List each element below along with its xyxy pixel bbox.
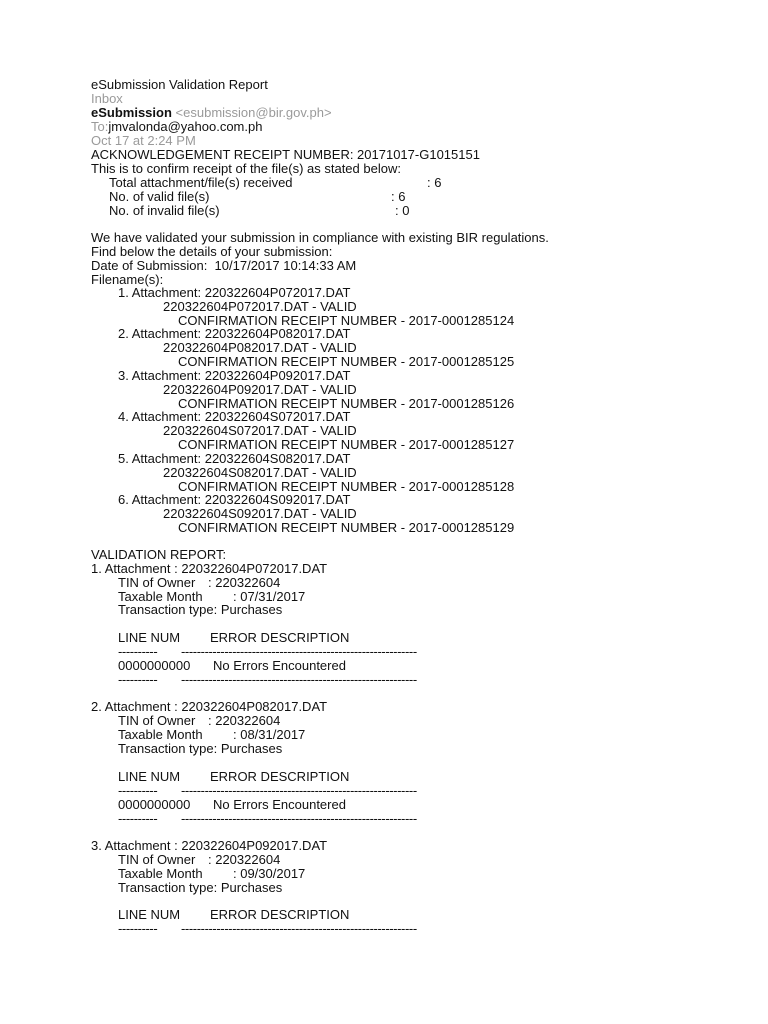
file-receipt: CONFIRMATION RECEIPT NUMBER - 2017-0001285125 [178, 354, 515, 369]
sender-name[interactable]: eSubmission [91, 105, 172, 120]
summary-valid: No. of valid file(s) : 6 [109, 189, 406, 204]
file-attachment: 3. Attachment: 220322604P092017.DAT [118, 368, 351, 383]
sender-line [91, 106, 332, 120]
recipient-address[interactable]: jmvalonda@yahoo.com.ph [108, 119, 263, 134]
file-valid: 220322604S072017.DAT - VALID [163, 423, 357, 438]
report-column-headers: LINE NUM ERROR DESCRIPTION [118, 630, 350, 645]
to-label: To: [91, 119, 109, 134]
report-attachment: 3. Attachment : 220322604P092017.DAT [91, 838, 328, 853]
validated-line: We have validated your submission in compliance with existing BIR regulations. [91, 230, 549, 245]
file-attachment: 4. Attachment: 220322604S072017.DAT [118, 409, 351, 424]
report-tin: TIN of Owner : 220322604 [118, 575, 281, 590]
confirm-line: This is to confirm receipt of the file(s) as stated below: [91, 161, 401, 176]
submission-date: Date of Submission: 10/17/2017 10:14:33 AM [91, 258, 357, 273]
folder-link[interactable]: Inbox [91, 91, 123, 106]
email-date: Oct 17 at 2:24 PM [91, 133, 196, 148]
filenames-label: Filename(s): [91, 272, 164, 287]
report-type: Transaction type: Purchases [118, 602, 283, 617]
file-receipt: CONFIRMATION RECEIPT NUMBER - 2017-0001285124 [178, 313, 515, 328]
file-attachment: 1. Attachment: 220322604P072017.DAT [118, 285, 351, 300]
file-valid: 220322604P072017.DAT - VALID [163, 299, 357, 314]
recipient-line [91, 120, 262, 134]
file-receipt: CONFIRMATION RECEIPT NUMBER - 2017-0001285128 [178, 479, 515, 494]
ack-receipt-line: ACKNOWLEDGEMENT RECEIPT NUMBER: 20171017-G1015151 [91, 147, 480, 162]
file-attachment: 5. Attachment: 220322604S082017.DAT [118, 451, 351, 466]
validation-title: VALIDATION REPORT: [91, 547, 227, 562]
file-receipt: CONFIRMATION RECEIPT NUMBER - 2017-0001285129 [178, 520, 515, 535]
email-page: eSubmission Validation Report Inbox eSubmission <esubmission@bir.gov.ph> To:jmvalonda@yahoo.com.ph Oct 17 at 2:24 PM ACKNOWLEDGEMENT RECEIPT NUMBER: 20171017-G1015151 This is to confirm receipt of the file(s) as stated below: Total attachment/file(s) received : 6 No. of valid file(s) : 6 No. of invalid file(s) : 0 We have validated your submission in compliance with existing BIR regulations. Find below the details of your submission: Date of Submission: 10/17/2017 10:14:33 AM Filename(s): 1. Attachment: 220322604P072017.DAT 220322604P072017.DAT - VALID CONFIRMATION RECEIPT NUMBER - 2017-0001285124 2. Attachment: 220322604P082017.DAT 220322604P082017.DAT - VALID CONFIRMATION RECEIPT NUMBER - 2017-0001285125 3. Attachment: 220322604P092017.DAT 220322604P092017.DAT - VALID CONFIRMATION RECEIPT NUMBER - 2017-0001285126 4. Attachment: 220322604S072017.DAT 220322604S072017.DAT - VALID CONFIRMATION RECEIPT NUMBER - 2017-0001285127 5. Attachment: 220322604S082017.DAT 220322604S082017.DAT - VALID CONFIRMATION RECEIPT NUMBER - 2017-0001285128 6. Attachment: 220322604S092017.DAT 220322604S092017.DAT - VALID CONFIRMATION RECEIPT NUMBER - 2017-0001285129 VALIDATION REPORT: 1. Attachment : 220322604P072017.DAT TIN of Owner : 220322604 Taxable Month : 07/31/2017 Transaction type: Purchases LINE NUM ERROR DESCRIPTION ---------- ------------------------------------------------------------ 0000000000 No Errors Encountered ---------- ------------------------------------------------------------ 2. Attachment : 220322604P082017.DAT TIN of Owner : 220322604 Taxable Month : 08/31/2017 Transaction type: Purchases LINE NUM ERROR DESCRIPTION ---------- ------------------------------------------------------------ 0000000000 No Errors Encountered ---------- ------------------------------------------------------------ 3. Attachment : 220322604P092017.DAT TIN of Owner : 220322604 Taxable Month : 09/30/2017 Transaction type: Purchases LINE NUM ERROR DESCRIPTION ---------- ------------------------------------------------------------ [91, 77, 549, 936]
report-tin: TIN of Owner : 220322604 [118, 852, 281, 867]
report-tin: TIN of Owner : 220322604 [118, 713, 281, 728]
report-attachment: 1. Attachment : 220322604P072017.DAT [91, 561, 328, 576]
email-subject: eSubmission Validation Report [91, 77, 268, 92]
file-valid: 220322604P092017.DAT - VALID [163, 382, 357, 397]
file-valid: 220322604S082017.DAT - VALID [163, 465, 357, 480]
file-valid: 220322604S092017.DAT - VALID [163, 506, 357, 521]
summary-invalid: No. of invalid file(s) : 0 [109, 203, 410, 218]
file-valid: 220322604P082017.DAT - VALID [163, 340, 357, 355]
file-receipt: CONFIRMATION RECEIPT NUMBER - 2017-0001285127 [178, 437, 515, 452]
file-attachment: 2. Attachment: 220322604P082017.DAT [118, 326, 351, 341]
sender-email[interactable]: <esubmission@bir.gov.ph> [175, 105, 332, 120]
report-attachment: 2. Attachment : 220322604P082017.DAT [91, 699, 328, 714]
report-month: Taxable Month : 07/31/2017 [118, 589, 306, 604]
report-column-headers: LINE NUM ERROR DESCRIPTION [118, 907, 350, 922]
report-column-headers: LINE NUM ERROR DESCRIPTION [118, 769, 350, 784]
details-line: Find below the details of your submission: [91, 244, 333, 259]
report-type: Transaction type: Purchases [118, 880, 283, 895]
summary-total: Total attachment/file(s) received : 6 [109, 175, 442, 190]
report-month: Taxable Month : 08/31/2017 [118, 727, 306, 742]
file-receipt: CONFIRMATION RECEIPT NUMBER - 2017-0001285126 [178, 396, 515, 411]
report-month: Taxable Month : 09/30/2017 [118, 866, 306, 881]
file-attachment: 6. Attachment: 220322604S092017.DAT [118, 492, 351, 507]
report-type: Transaction type: Purchases [118, 741, 283, 756]
